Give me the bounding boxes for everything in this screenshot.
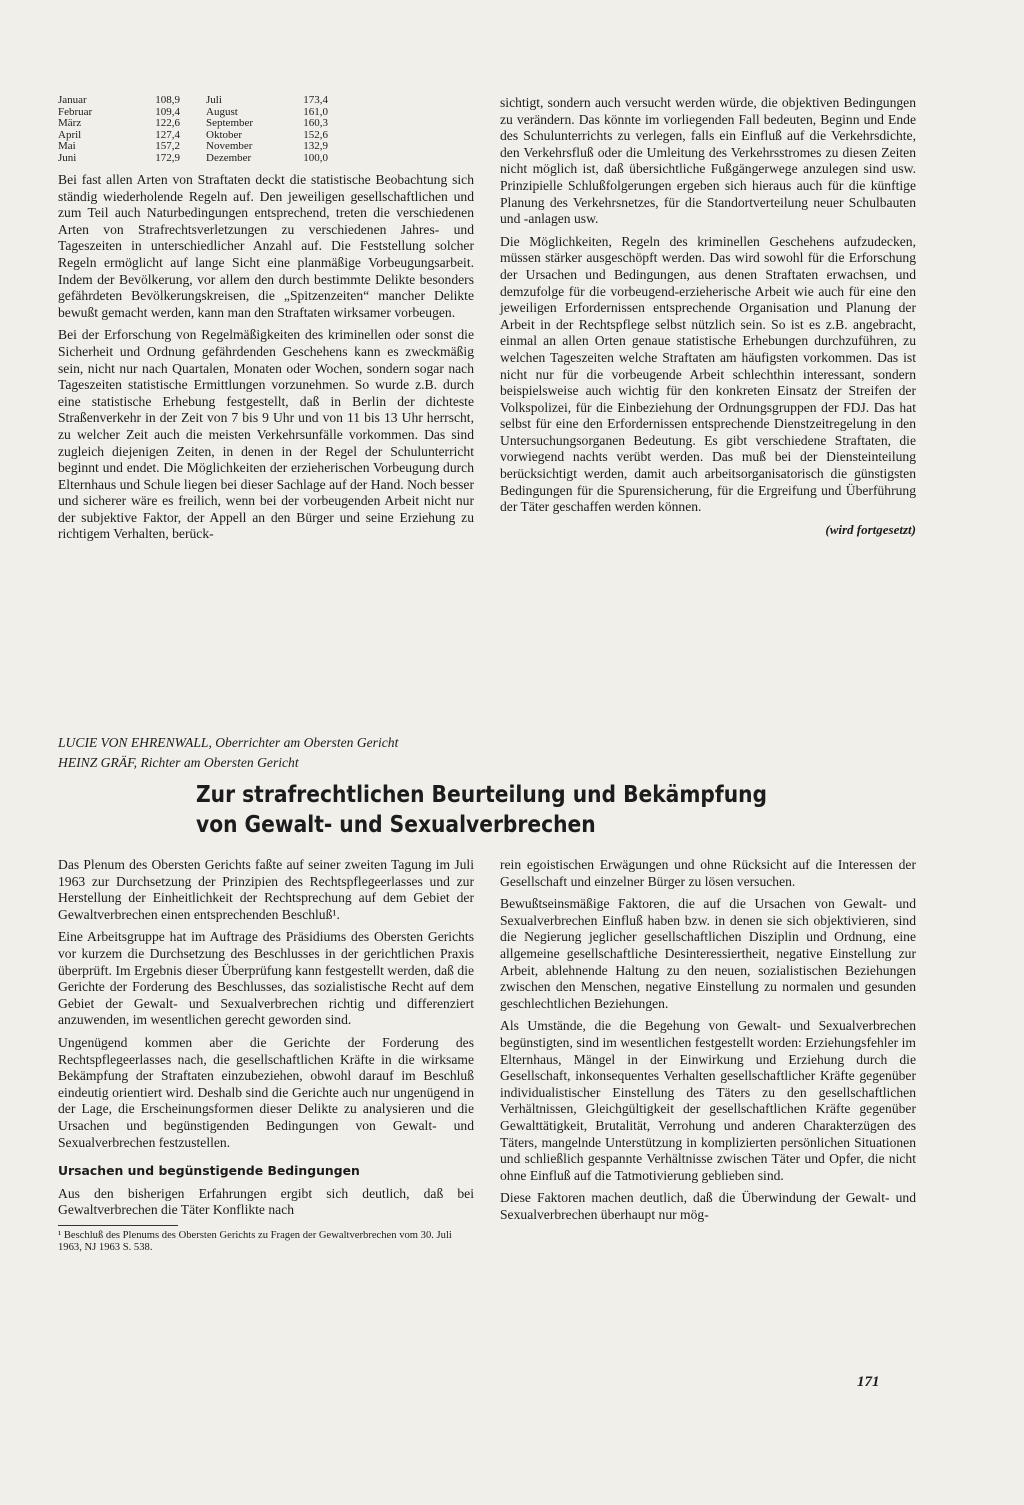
month-value: 122,6 [155, 117, 180, 129]
paragraph: rein egoistischen Erwägungen und ohne Rücksicht auf die Interessen der Gesellschaft und einzelner Bürger zu lösen versuchen. [500, 857, 916, 889]
month-value: 132,9 [303, 140, 328, 152]
article-title [196, 780, 794, 840]
month-value: 172,9 [155, 151, 180, 164]
month-value: 109,4 [155, 105, 180, 118]
month-value: 100,0 [303, 151, 328, 164]
month-value: 152,6 [303, 128, 328, 141]
month-label: März [58, 117, 82, 129]
footnote: ¹ Beschluß des Plenums des Obersten Gerichts zu Fragen der Gewaltverbrechen vom 30. Juli 1963, NJ 1963 S. 538. [58, 1229, 452, 1254]
footnote-divider [58, 1225, 178, 1226]
paragraph: Die Möglichkeiten, Regeln des kriminellen Geschehens aufzudecken, müssen stärker ausgeschöpft werden. Das wird sowohl für die Erforschung der Ursachen und Bedingungen, aus denen Straftaten erwachsen, und demzufolge für die vorbeugend-erzieherische Arbeit wie auch für eine den jeweiligen Erfordernissen entsprechende Organisation und Planung der Arbeit in der Rechtspflege selbst nützlich sein. So ist es z.B. angebracht, einmal an allen Orten genaue statistische Erhebungen durchzuführen, zu welchen Tageszeiten welche Straftaten am häufigsten vorkommen. Das ist nicht nur für die vorbeugende Arbeit schlechthin interessant, sondern beispielsweise auch wichtig für den konkreten Einsatz der Streifen der Volkspolizei, für die Einbeziehung der Ordnungsgruppen der FDJ. Das hat selbst für eine den Erfordernissen entsprechende Dienstzeitregelung in den Untersuchungsorganen Bedeutung. Es gibt verschiedene Straftaten, die vorwiegend nachts verübt werden. Das muß bei der Diensteinteilung berücksichtigt werden, damit auch arbeitsorganisatorisch die günstigsten Bedingungen für die Spurensicherung, für die Ergreifung und Überführung der Täter geschaffen werden können. [500, 233, 916, 515]
paragraph: Als Umstände, die die Begehung von Gewalt- und Sexualverbrechen begünstigten, sind im wesentlichen festgestellt worden: Erziehungsfehler im Elternhaus, Mängel in der Einwirkung und Erziehung durch die Gesellschaft, inkonsequentes Verhalten gesellschaftlicher Kräfte gegenüber individualistischer Einstellung des Täters zu den gesellschaftlichen Verhältnissen, Gleichgültigkeit der gesellschaftlichen Kräfte gegenüber Gewalttätigkeit, Brutalität, Verrohung und anderen Charakterzügen des Täters, mangelnde Unterstützung in komplizierten persönlichen Situationen und schließlich gespannte Verhältnisse zwischen Täter und Opfer, die nicht ohne Einfluß auf die Tatmotivierung geblieben sind. [500, 1018, 916, 1183]
month-label: August [206, 105, 238, 118]
author-line: HEINZ GRÄF, Richter am Obersten Gericht [58, 755, 299, 770]
continued-note: (wird fortgesetzt) [825, 521, 916, 537]
month-label: April [58, 128, 82, 141]
month-value: 160,3 [303, 117, 328, 129]
top-right-column [500, 95, 916, 538]
article-left-column [58, 857, 474, 1255]
paragraph: Bei fast allen Arten von Straftaten deckt die statistische Beobachtung sich ständig wiederholende Regeln auf. Den jeweiligen gesellschaftlichen und zum Teil auch Naturbedingungen entsprechend, treten die verschiedenen Arten von Strafrechtsverletzungen zu verschiedenen Jahres- und Tageszeiten in unterschiedlicher Anzahl auf. Die Feststellung solcher Regeln ermöglicht auf lange Sicht eine planmäßige Vorbeugungsarbeit. Indem der Bevölkerung, vor allem den durch bestimmte Delikte besonders gefährdeten Bevölkerungskreisen, die „Spitzenzeiten“ mancher Delikte bewußt gemacht werden, kann man den Straftaten wirksamer vorbeugen. [58, 172, 474, 320]
months-col-2 [206, 95, 328, 164]
month-label: Januar [58, 94, 87, 106]
page-number: 171 [857, 1374, 880, 1390]
month-label: Dezember [206, 151, 252, 164]
title-line: von Gewalt- und Sexualverbrechen [196, 812, 596, 838]
article-authors [58, 733, 618, 773]
month-value: 173,4 [303, 94, 328, 106]
article-right-column [500, 857, 916, 1229]
section-heading: Ursachen und begünstigende Bedingungen [58, 1163, 360, 1179]
paragraph: Aus den bisherigen Erfahrungen ergibt sich deutlich, daß bei Gewaltverbrechen die Täter Konflikte nach [58, 1185, 474, 1218]
paragraph: Bei der Erforschung von Regelmäßigkeiten des kriminellen oder sonst die Sicherheit und Ordnung gefährdenden Geschehens kann es zweckmäßig sein, nicht nur nach Quartalen, Monaten oder Wochen, sondern sogar nach Tageszeiten statistische Ermittlungen vorzunehmen. So wurde z.B. durch eine statistische Erhebung festgestellt, daß in Berlin der dichteste Straßenverkehr in der Zeit von 7 bis 9 Uhr und von 11 bis 13 Uhr herrscht, zu welcher Zeit auch die meisten Verkehrsunfälle vorkommen. Das sind zugleich diejenigen Zeiten, in denen in der Regel der Schulunterricht beginnt und endet. Die Möglichkeiten der erzieherischen Vorbeugung durch Elternhaus und Schule liegen bei dieser Sachlage auf der Hand. Noch besser und sicherer wäre es freilich, wenn bei der vorbeugenden Arbeit nicht nur der subjektive Faktor, der Appell an den Bürger und seine Erziehung zu richtigem Verhalten, berück- [58, 327, 474, 542]
paragraph: Ungenügend kommen aber die Gerichte der Forderung des Rechtspflegeerlasses nach, die gesellschaftlichen Kräfte in die wirksame Bekämpfung der Straftaten einzubeziehen, obwohl darauf im Beschluß eindeutig orientiert wird. Deshalb sind die Gerichte auch nur ungenügend in der Lage, die Erscheinungsformen dieser Delikte zu analysieren und die Ursachen und begünstigenden Bedingungen von Gewalt- und Sexualverbrechen festzustellen. [58, 1034, 474, 1150]
paragraph: Das Plenum des Obersten Gerichts faßte auf seiner zweiten Tagung im Juli 1963 zur Durchsetzung der Prinzipien des Rechtspflegeerlasses und zur Herstellung der Einheitlichkeit der Rechtsprechung auf dem Gebiet der Gewaltverbrechen einen entsprechenden Beschluß¹. [58, 857, 474, 922]
month-label: Juli [206, 94, 222, 106]
paragraph: Bewußtseinsmäßige Faktoren, die auf die Ursachen von Gewalt- und Sexualverbrechen Einfluß haben bzw. in denen sie sich objektivieren, sind die Negierung jeglicher gesellschaftlichen Disziplin und Ordnung, eine allgemeine gesellschaftliche Desinteressiertheit, negative Einstellung zur Arbeit, ablehnende Haltung zu den neuen, sozialistischen Beziehungen zwischen den Menschen, negative Einstellung zu normalen und gesunden geschlechtlichen Beziehungen. [500, 896, 916, 1011]
title-line: Zur strafrechtlichen Beurteilung und Bekämpfung [196, 782, 768, 808]
month-label: Februar [58, 105, 93, 118]
month-value: 127,4 [155, 128, 180, 141]
months-col-1 [58, 95, 180, 164]
paragraph: Eine Arbeitsgruppe hat im Auftrage des Präsidiums des Obersten Gerichts vor kurzem die Durchsetzung des Beschlusses in der gerichtlichen Praxis überprüft. Im Ergebnis dieser Überprüfung kann festgestellt werden, daß die Gerichte der Forderung des Beschlusses, das sozialistische Recht auf dem Gebiet der Gewalt- und Sexualverbrechen richtig und differenziert anzuwenden, im wesentlichen gerecht geworden sind. [58, 929, 474, 1028]
month-label: November [206, 140, 253, 152]
month-label: September [206, 117, 254, 129]
paragraph: sichtigt, sondern auch versucht werden würde, die objektiven Bedingungen zu verändern. Das könnte im vorliegenden Fall bedeuten, Beginn und Ende des Schulunterrichts zu verlegen, falls ein Einfluß auf die Verkehrsdichte, den Verkehrsfluß oder die Umleitung des Verkehrsstromes zu diesen Zeiten nicht möglich ist, daß übersichtliche Fußgängerwege anzulegen sind usw. Prinzipielle Schlußfolgerungen ergeben sich hieraus auch für die künftige Planung des Verkehrsnetzes, für die Standortverteilung neuer Schulbauten und -anlagen usw. [500, 95, 916, 227]
paragraph: Diese Faktoren machen deutlich, daß die Überwindung der Gewalt- und Sexualverbrechen überhaupt nur mög- [500, 1190, 916, 1222]
top-left-column [58, 95, 474, 549]
month-label: Oktober [206, 128, 243, 141]
month-value: 161,0 [303, 105, 328, 118]
month-value: 157,2 [155, 140, 180, 152]
author-line: LUCIE VON EHRENWALL, Oberrichter am Obersten Gericht [58, 735, 399, 750]
month-label: Juni [58, 151, 77, 164]
month-value: 108,9 [155, 94, 180, 106]
month-label: Mai [58, 140, 76, 152]
monthly-index-table [58, 95, 474, 164]
